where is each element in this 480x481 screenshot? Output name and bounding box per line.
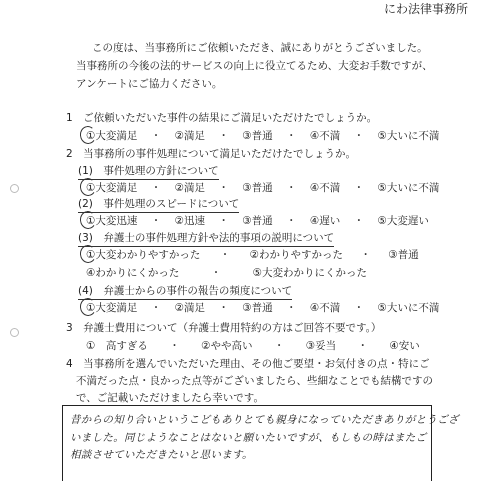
option[interactable]: ①大変満足 [86,130,138,142]
q2-sub-1-options: ①大変満足 ・ ②満足 ・ ③普通 ・ ④不満 ・ ⑤大いに不満 [86,182,440,194]
q2-sub-2-options: ①大変迅速 ・ ②迅速 ・ ③普通 ・ ④遅い ・ ⑤大変遅い [86,215,429,227]
handwritten-line-1: 昔からの知り合いというこどもありとても親身になっていただきありがとうござ [70,414,459,426]
option[interactable]: ③普通 [242,130,273,142]
option[interactable]: ⑤大いに不満 [377,130,440,142]
q2-sub-4-label: (4) 弁護士からの事件の報告の頻度について [78,283,292,300]
binder-hole [10,328,19,337]
q2-sub-1-label: (1) 事件処理の方針について [78,163,219,180]
question-1: 1 ご依頼いただいた事件の結果にご満足いただけたでしょうか。 [66,112,378,124]
q1-options: ①大変満足 ・ ②満足 ・ ③普通 ・ ④不満 ・ ⑤大いに不満 [86,130,440,142]
q2-sub-3-row-2: ④わかりにくかった ・ ⑤大変わかりにくかった [86,267,368,279]
question-2: 2 当事務所の事件処理について満足いただけたでしょうか。 [66,148,356,160]
question-4-line-1: 4 当事務所を選んでいただいた理由、その他ご要望・お気付きの点・特にご [66,358,430,370]
q3-options: ① 高すぎる ・ ②やや高い ・ ③妥当 ・ ④安い [86,340,420,352]
question-4-line-2: 不満だった点・良かった点等がございましたら、些細なことでも結構ですの [76,375,433,387]
question-3: 3 弁護士費用について（弁護士費用特約の方はご回答不要です。） [66,322,382,334]
handwritten-line-2: いました。同じようなことはないと願いたいですが、もしもの時はまたご [70,432,427,444]
option[interactable]: ④不満 [309,130,341,142]
q2-sub-2-label: (2) 事件処理のスピードについて [78,196,239,213]
q2-sub-3-row-1: ①大変わかりやすかった ・ ②わかりやすかった ・ ③普通 [86,249,419,261]
handwritten-line-3: 相談させていただきたいと思います。 [70,449,253,461]
q2-sub-4-options: ①大変満足 ・ ②満足 ・ ③普通 ・ ④不満 ・ ⑤大いに不満 [86,302,440,314]
intro-line-3: アンケートにご協力ください。 [76,78,223,90]
binder-hole [10,184,19,193]
intro-line-1: この度は、当事務所にご依頼いただき、誠にありがとうございました。 [92,42,428,54]
q2-sub-3-label: (3) 弁護士の事件処理方針や法的事項の説明について [78,230,334,247]
option[interactable]: ②満足 [174,130,206,142]
question-4-line-3: で、ご記載いただけましたら幸いです。 [76,392,264,404]
intro-line-2: 当事務所の今後の法的サービスの向上に役立てるため、大変お手数ですが、 [76,60,433,72]
firm-name: にわ法律事務所 [383,2,468,16]
